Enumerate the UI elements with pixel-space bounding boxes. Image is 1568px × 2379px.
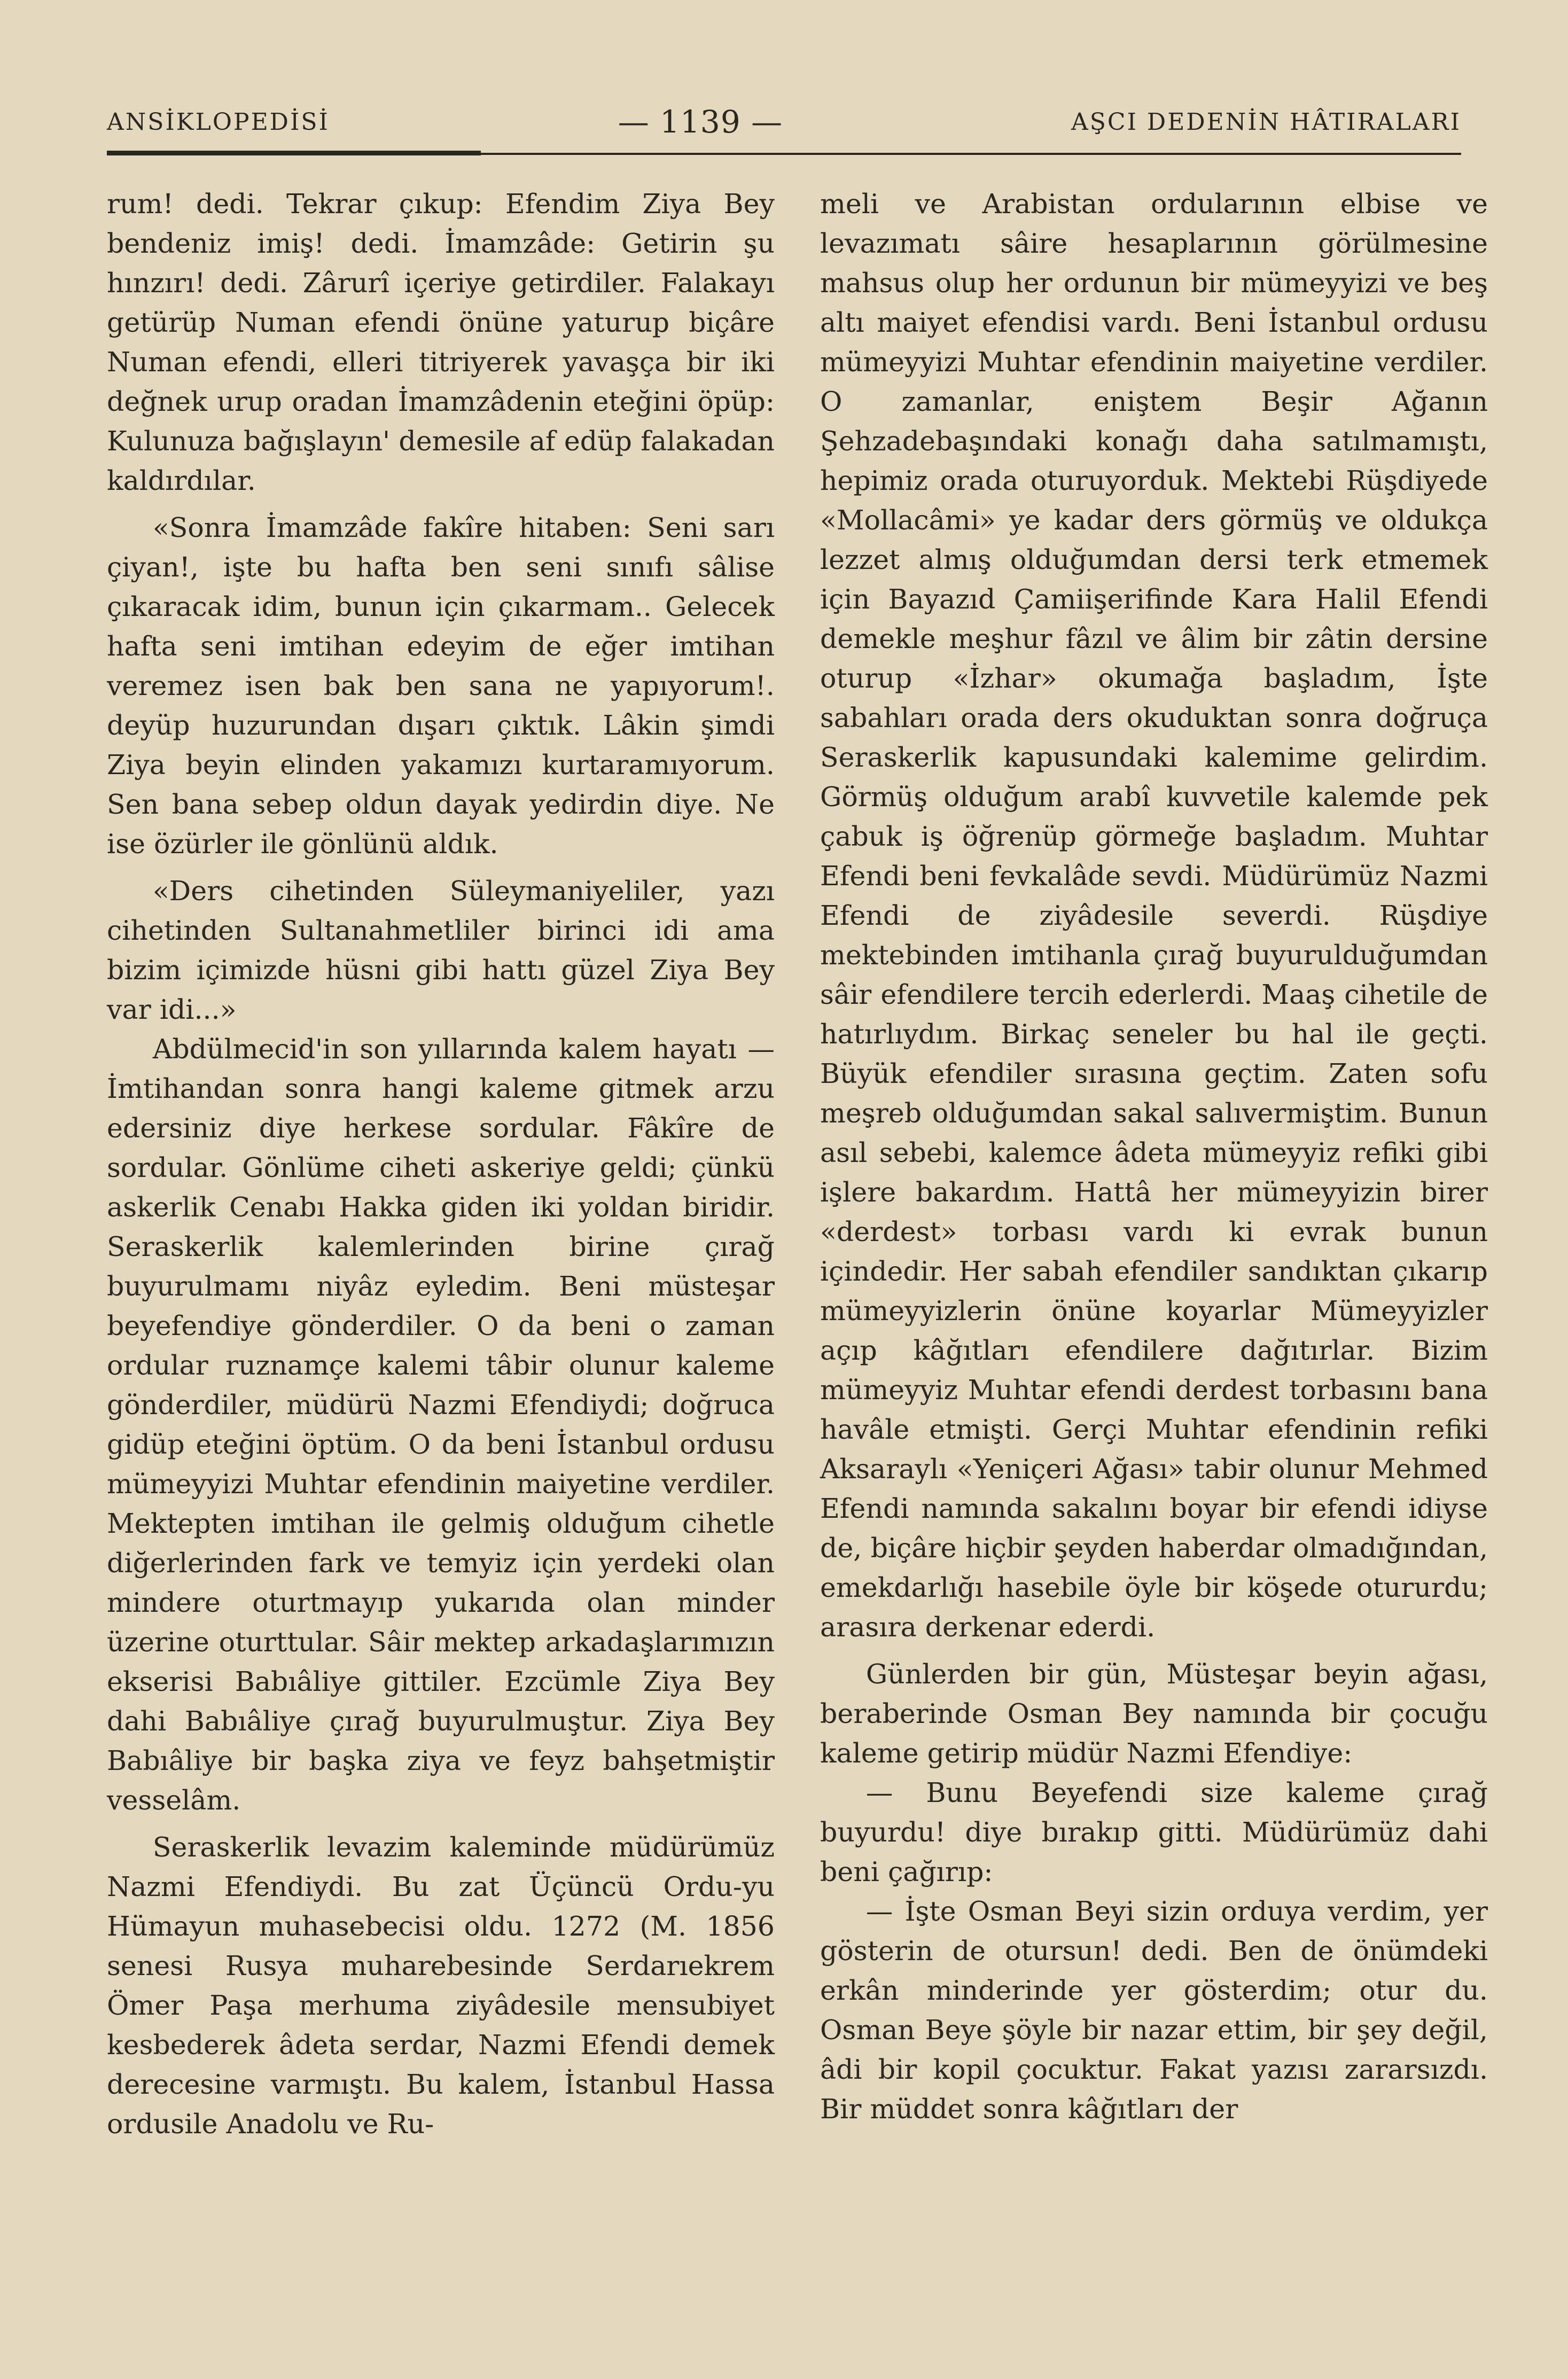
running-header [107, 100, 1461, 143]
header-rule-thin [481, 153, 1461, 155]
paragraph: Abdülmecid'in son yıllarında kalem hayatı — İmtihandan sonra hangi kaleme gitmek arzu edersiniz diye herkese sordular. Fâkîre de sordular. Gönlüme ciheti askeriye geldi; çünkü askerlik Cenabı Hakka giden iki yoldan biridir. Seraskerlik kalemlerinden birine çırağ buyurulmamı niyâz eyledim. Beni müsteşar beyefendiye gönderdiler. O da beni o zaman ordular ruznamçe kalemi tâbir olunur kaleme gönderdiler, müdürü Nazmi Efendiydi; doğruca gidüp eteğini öptüm. O da beni İstanbul ordusu mümeyyizi Muhtar efendinin maiyetine verdiler. Mektepten imtihan ile gelmiş olduğum cihetle diğerlerinden fark ve temyiz için yerdeki olan mindere oturtmayıp yukarıda olan minder üzerine oturttular. Sâir mektep arkadaşlarımızın ekserisi Babıâliye gittiler. Ezcümle Ziya Bey dahi Babıâliye çırağ buyurulmuştur. Ziya Bey Babıâliye bir başka ziya ve feyz bahşetmiştir vesselâm. [107, 1033, 775, 1816]
header-rule-thick [107, 151, 481, 155]
page-number: — 1139 — [618, 104, 783, 140]
left-column [107, 184, 775, 2144]
header-rule [107, 151, 1461, 158]
paragraph: Günlerden bir gün, Müsteşar beyin ağası, beraberinde Osman Bey namında bir çocuğu kaleme getirip müdür Nazmi Efendiye: [820, 1658, 1488, 1769]
header-left-title: ANSİKLOPEDİSİ [107, 108, 330, 136]
paragraph: — Bunu Beyefendi size kaleme çırağ buyurdu! diye bırakıp gitti. Müdürümüz dahi beni çağırıp: [820, 1777, 1488, 1887]
paragraph: rum! dedi. Tekrar çıkup: Efendim Ziya Bey bendeniz imiş! dedi. İmamzâde: Getirin şu hınzırı! dedi. Zârurî içeriye getirdiler. Falakayı getürüp Numan efendi önüne yaturup biçâre Numan efendi, elleri titriyerek yavaşça bir iki değnek urup oradan İmamzâdenin eteğini öpüp: Kulunuza bağışlayın' demesile af edüp falakadan kaldırdılar. [107, 188, 775, 496]
header-right-title: AŞCI DEDENİN HÂTIRALARI [1071, 108, 1461, 136]
paragraph: meli ve Arabistan ordularının elbise ve levazımatı sâire hesaplarının görülmesine mahsus olup her ordunun bir mümeyyizi ve beş altı maiyet efendisi vardı. Beni İstanbul ordusu mümeyyizi Muhtar efendinin maiyetine verdiler. O zamanlar, eniştem Beşir Ağanın Şehzadebaşındaki konağı daha satılmamıştı, hepimiz orada oturuyorduk. Mektebi Rüşdiyede «Mollacâmi» ye kadar ders görmüş ve oldukça lezzet almış olduğumdan dersi terk etmemek için Bayazıd Çamiişerifinde Kara Halil Efendi demekle meşhur fâzıl ve âlim bir zâtin dersine oturup «İzhar» okumağa başladım, İşte sabahları orada ders okuduktan sonra doğruça Seraskerlik kapusundaki kalemime gelirdim. Görmüş olduğum arabî kuvvetile kalemde pek çabuk iş öğrenüp görmeğe başladım. Muhtar Efendi beni fevkalâde sevdi. Müdürümüz Nazmi Efendi de ziyâdesile severdi. Rüşdiye mektebinden imtihanla çırağ buyurulduğumdan sâir efendilere tercih ederlerdi. Maaş cihetile de hatırlıydım. Birkaç seneler bu hal ile geçti. Büyük efendiler sırasına geçtim. Zaten sofu meşreb olduğumdan sakal salıvermiştim. Bunun asıl sebebi, kalemce âdeta mümeyyiz refiki gibi işlere bakardım. Hattâ her mümeyyizin birer «derdest» torbası vardı ki evrak bunun içindedir. Her sabah efendiler sandıktan çıkarıp mümeyyizlerin önüne koyarlar Mümeyyizler açıp kâğıtları efendilere dağıtırlar. Bizim mümeyyiz Muhtar efendi derdest torbasını bana havâle etmişti. Gerçi Muhtar efendinin refiki Aksaraylı «Yeniçeri Ağası» tabir olunur Mehmed Efendi namında sakalını boyar bir efendi idiyse de, biçâre hiçbir şeyden haberdar olmadığından, emekdarlığı hasebile öyle bir köşede otururdu; arasıra derkenar ederdi. [820, 188, 1488, 1643]
paragraph: — İşte Osman Beyi sizin orduya verdim, yer gösterin de otursun! dedi. Ben de önümdeki erkân minderinde yer gösterdim; otur du. Osman Beye şöyle bir nazar ettim, bir şey değil, âdi bir kopil çocuktur. Fakat yazısı zararsızdı. Bir müddet sonra kâğıtları der [820, 1896, 1488, 2125]
paragraph: «Sonra İmamzâde fakîre hitaben: Seni sarı çiyan!, işte bu hafta ben seni sınıfı sâlise çıkaracak idim, bunun için çıkarmam.. Gelecek hafta seni imtihan edeyim de eğer imtihan veremez isen bak ben sana ne yapıyorum!. deyüp huzurundan dışarı çıktık. Lâkin şimdi Ziya beyin elinden yakamızı kurtaramıyorum. Sen bana sebep oldun dayak yedirdin diye. Ne ise özürler ile gönlünü aldık. [107, 512, 775, 860]
paragraph: «Ders cihetinden Süleymaniyeliler, yazı cihetinden Sultanahmetliler birinci idi ama bizim içimizde hüsni gibi hattı güzel Ziya Bey var idi...» [107, 875, 775, 1025]
paragraph: Seraskerlik levazim kaleminde müdürümüz Nazmi Efendiydi. Bu zat Üçüncü Ordu-yu Hümayun muhasebecisi oldu. 1272 (M. 1856 senesi Rusya muharebesinde Serdarıekrem Ömer Paşa merhuma ziyâdesile mensubiyet kesbederek âdeta serdar, Nazmi Efendi demek derecesine varmıştı. Bu kalem, İstanbul Hassa ordusile Anadolu ve Ru- [107, 1831, 775, 2140]
right-column [820, 184, 1488, 2129]
